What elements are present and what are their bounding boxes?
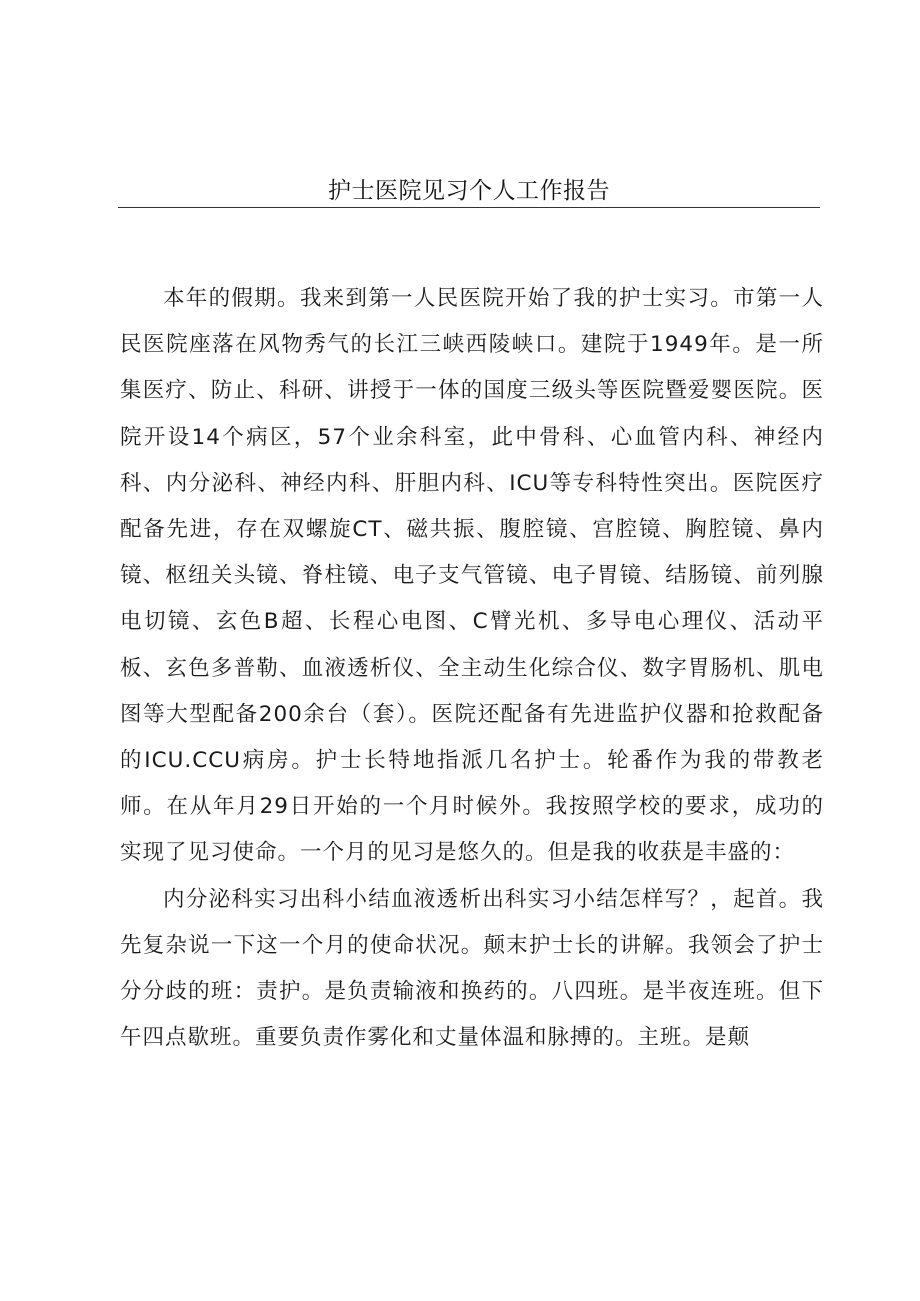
- title-underline: [118, 207, 820, 208]
- document-title: 护士医院见习个人工作报告: [328, 178, 610, 204]
- paragraph: 本年的假期。我来到第一人民医院开始了我的护士实习。市第一人民医院座落在风物秀气的长江三峡西陵峡口。建院于1949年。是一所集医疗、防止、科研、讲授于一体的国度三级头等医院暨爱婴医院。医院开设14个病区，57个业余科室，此中骨科、心血管内科、神经内科、内分泌科、神经内科、肝胆内科、ICU等专科特性突出。医院医疗配备先进，存在双螺旋CT、磁共振、腹腔镜、宫腔镜、胸腔镜、鼻内镜、枢纽关头镜、脊柱镜、电子支气管镜、电子胃镜、结肠镜、前列腺电切镜、玄色B超、长程心电图、C臂光机、多导电心理仪、活动平板、玄色多普勒、血液透析仪、全主动生化综合仪、数字胃肠机、肌电图等大型配备200余台（套）。医院还配备有先进监护仪器和抢救配备的ICU.CCU病房。护士长特地指派几名护士。轮番作为我的带教老师。在从年月29日开始的一个月时候外。我按照学校的要求，成功的实现了见习使命。一个月的见习是悠久的。但是我的收获是丰盛的：: [120, 286, 824, 866]
- document-body: [120, 276, 824, 1061]
- paragraph: 内分泌科实习出科小结血液透析出科实习小结怎样写？，起首。我先复杂说一下这一个月的使命状况。颠末护士长的讲解。我领会了护士分分歧的班：责护。是负责输液和换药的。八四班。是半夜连班。但下午四点歇班。重要负责作雾化和丈量体温和脉搏的。主班。是颠: [120, 886, 824, 1051]
